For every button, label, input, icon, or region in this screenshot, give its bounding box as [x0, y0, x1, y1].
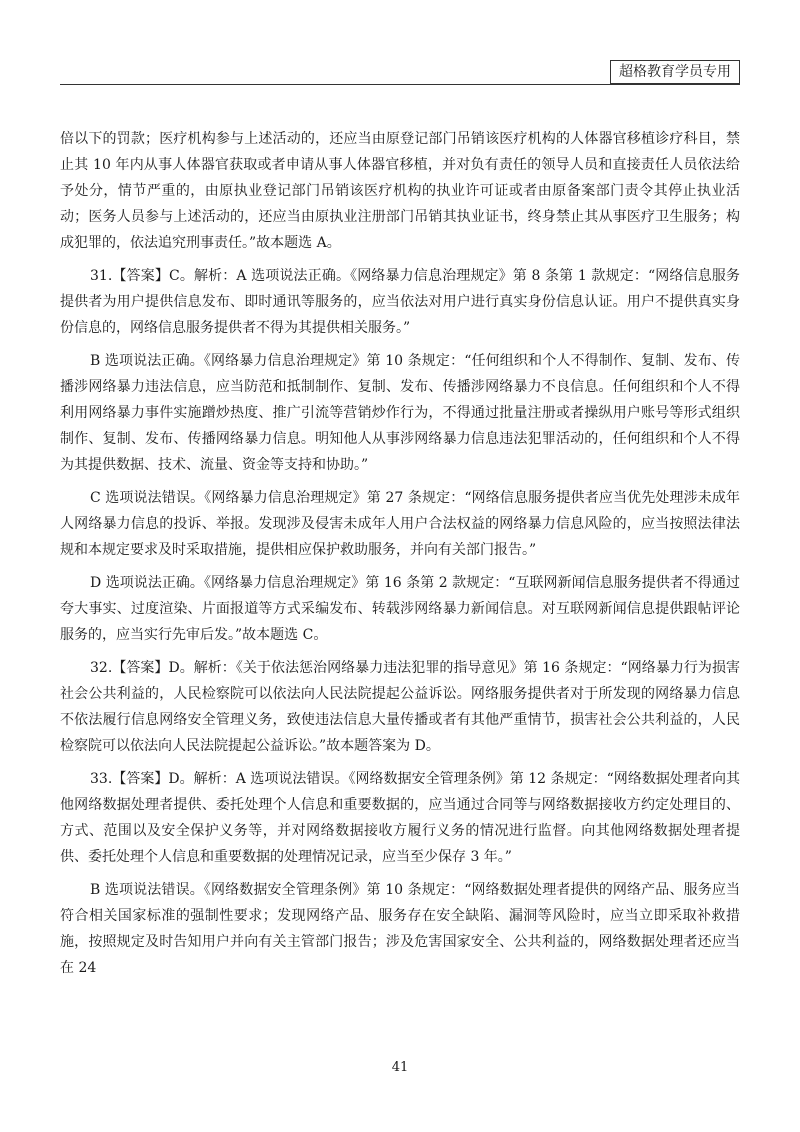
brand-label: 超格教育学员专用	[610, 60, 740, 84]
paragraph-q31-option-b: B 选项说法正确。《网络暴力信息治理规定》第 10 条规定：“任何组织和个人不得制作、复制、发布、传播涉网络暴力违法信息，应当防范和抵制制作、复制、发布、传播涉网络暴力不良信息。任何组织和个人不得利用网络暴力事件实施蹭炒热度、推广引流等营销炒作行为，不得通过批量注册或者操纵用户账号等形式组织制作、复制、发布、传播网络暴力信息。明知他人从事涉网络暴力信息违法犯罪活动的，任何组织和个人不得为其提供数据、技术、流量、资金等支持和协助。”	[60, 353, 740, 473]
paragraph-q31-option-c: C 选项说法错误。《网络暴力信息治理规定》第 27 条规定：“网络信息服务提供者应当优先处理涉未成年人网络暴力信息的投诉、举报。发现涉及侵害未成年人用户合法权益的网络暴力信息风险的，应当按照法律法规和本规定要求及时采取措施，提供相应保护救助服务，并向有关部门报告。”	[60, 490, 740, 558]
paragraph-q31: 31.【答案】C。解析：A 选项说法正确。《网络暴力信息治理规定》第 8 条第 1 款规定：“网络信息服务提供者为用户提供信息发布、即时通讯等服务的，应当依法对用户进行真实身份信息认证。用户不提供真实身份信息的，网络信息服务提供者不得为其提供相关服务。”	[60, 268, 740, 336]
paragraph-continuation: 倍以下的罚款；医疗机构参与上述活动的，还应当由原登记部门吊销该医疗机构的人体器官移植诊疗科目，禁止其 10 年内从事人体器官获取或者申请从事人体器官移植，并对负有责任的领导人员和直接责任人员依法给予处分，情节严重的，由原执业登记部门吊销该医疗机构的执业许可证或者由原备案部门责令其停止执业活动；医务人员参与上述活动的，还应当由原执业注册部门吊销其执业证书，终身禁止其从事医疗卫生服务；构成犯罪的，依法追究刑事责任。”故本题选 A。	[60, 131, 740, 251]
paragraph-q33-option-b: B 选项说法错误。《网络数据安全管理条例》第 10 条规定：“网络数据处理者提供的网络产品、服务应当符合相关国家标准的强制性要求；发现网络产品、服务存在安全缺陷、漏洞等风险时，应当立即采取补救措施，按照规定及时告知用户并向有关主管部门报告；涉及危害国家安全、公共利益的，网络数据处理者还应当在 24	[60, 882, 740, 976]
paragraph-q33: 33.【答案】D。解析：A 选项说法错误。《网络数据安全管理条例》第 12 条规定：“网络数据处理者向其他网络数据处理者提供、委托处理个人信息和重要数据的，应当通过合同等与网络数据接收方约定处理目的、方式、范围以及安全保护义务等，并对网络数据接收方履行义务的情况进行监督。向其他网络数据处理者提供、委托处理个人信息和重要数据的处理情况记录，应当至少保存 3 年。”	[60, 771, 740, 865]
document-body	[60, 126, 740, 988]
header-divider	[60, 84, 740, 85]
page-number: 41	[391, 1060, 409, 1075]
paragraph-q32: 32.【答案】D。解析：《关于依法惩治网络暴力违法犯罪的指导意见》第 16 条规定：“网络暴力行为损害社会公共利益的，人民检察院可以依法向人民法院提起公益诉讼。网络服务提供者对于所发现的网络暴力信息不依法履行信息网络安全管理义务，致使违法信息大量传播或者有其他严重情节，损害社会公共利益的，人民检察院可以依法向人民法院提起公益诉讼。”故本题答案为 D。	[60, 660, 740, 754]
paragraph-q31-option-d: D 选项说法正确。《网络暴力信息治理规定》第 16 条第 2 款规定：“互联网新闻信息服务提供者不得通过夸大事实、过度渲染、片面报道等方式采编发布、转载涉网络暴力新闻信息。对互联网新闻信息提供跟帖评论服务的，应当实行先审后发。”故本题选 C。	[60, 575, 740, 643]
